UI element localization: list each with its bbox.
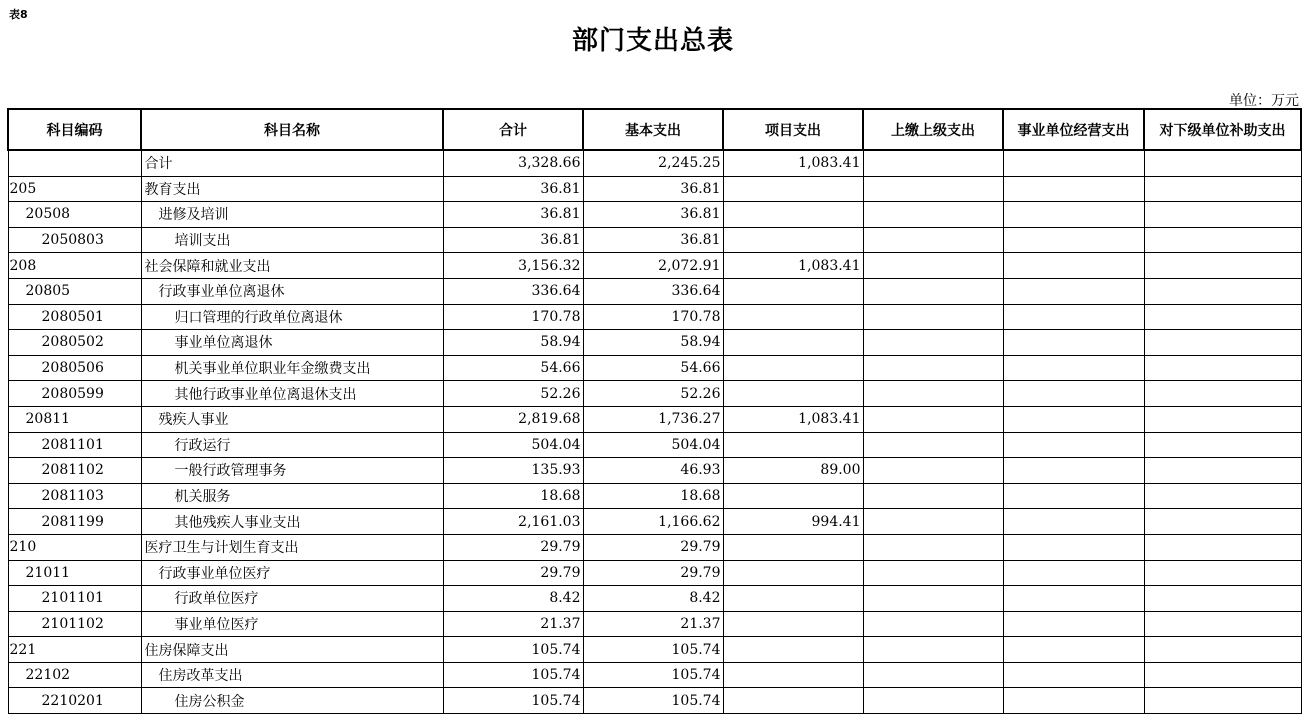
column-header: 事业单位经营支出 [1003, 109, 1144, 150]
cell-subsidy [1144, 432, 1301, 458]
cell-total: 36.81 [443, 202, 583, 228]
table-row [8, 176, 1301, 202]
column-header: 上缴上级支出 [863, 109, 1003, 150]
cell-subsidy [1144, 150, 1301, 176]
table-number: 表8 [9, 8, 28, 21]
cell-upper [863, 406, 1003, 432]
cell-basic: 105.74 [583, 688, 723, 714]
cell-basic: 36.81 [583, 176, 723, 202]
cell-business [1003, 560, 1144, 586]
cell-code: 2080502 [8, 330, 141, 356]
table-row [8, 202, 1301, 228]
cell-subsidy [1144, 381, 1301, 407]
cell-name: 归口管理的行政单位离退休 [141, 304, 443, 330]
cell-code: 21011 [8, 560, 141, 586]
expenditure-table [7, 108, 1302, 714]
cell-code: 2210201 [8, 688, 141, 714]
cell-upper [863, 176, 1003, 202]
table-row [8, 509, 1301, 535]
cell-project: 89.00 [723, 458, 863, 484]
cell-total: 29.79 [443, 534, 583, 560]
cell-upper [863, 509, 1003, 535]
cell-business [1003, 176, 1144, 202]
cell-basic: 21.37 [583, 611, 723, 637]
cell-total: 170.78 [443, 304, 583, 330]
cell-project [723, 483, 863, 509]
cell-basic: 336.64 [583, 278, 723, 304]
cell-subsidy [1144, 176, 1301, 202]
cell-upper [863, 483, 1003, 509]
table-row [8, 406, 1301, 432]
table-header-row [8, 109, 1301, 150]
column-header: 基本支出 [583, 109, 723, 150]
cell-upper [863, 150, 1003, 176]
cell-business [1003, 432, 1144, 458]
cell-basic: 58.94 [583, 330, 723, 356]
cell-business [1003, 304, 1144, 330]
cell-business [1003, 381, 1144, 407]
table-row [8, 611, 1301, 637]
column-header: 对下级单位补助支出 [1144, 109, 1301, 150]
cell-code: 205 [8, 176, 141, 202]
cell-subsidy [1144, 688, 1301, 714]
cell-basic: 1,736.27 [583, 406, 723, 432]
cell-name: 一般行政管理事务 [141, 458, 443, 484]
cell-upper [863, 330, 1003, 356]
cell-upper [863, 458, 1003, 484]
cell-code: 2101102 [8, 611, 141, 637]
cell-project: 1,083.41 [723, 150, 863, 176]
cell-name: 合计 [141, 150, 443, 176]
cell-total: 105.74 [443, 688, 583, 714]
cell-code: 210 [8, 534, 141, 560]
cell-name: 机关服务 [141, 483, 443, 509]
cell-upper [863, 611, 1003, 637]
cell-project [723, 176, 863, 202]
cell-project [723, 330, 863, 356]
table-row [8, 483, 1301, 509]
cell-upper [863, 253, 1003, 279]
cell-business [1003, 253, 1144, 279]
cell-upper [863, 688, 1003, 714]
cell-subsidy [1144, 227, 1301, 253]
cell-subsidy [1144, 330, 1301, 356]
cell-total: 3,156.32 [443, 253, 583, 279]
cell-subsidy [1144, 586, 1301, 612]
table-row [8, 560, 1301, 586]
cell-subsidy [1144, 611, 1301, 637]
cell-subsidy [1144, 202, 1301, 228]
cell-basic: 2,245.25 [583, 150, 723, 176]
table-row [8, 304, 1301, 330]
cell-code: 2101101 [8, 586, 141, 612]
cell-basic: 1,166.62 [583, 509, 723, 535]
cell-name: 行政事业单位医疗 [141, 560, 443, 586]
cell-code: 2050803 [8, 227, 141, 253]
cell-basic: 105.74 [583, 637, 723, 663]
cell-basic: 504.04 [583, 432, 723, 458]
cell-basic: 2,072.91 [583, 253, 723, 279]
cell-basic: 36.81 [583, 202, 723, 228]
cell-name: 行政单位医疗 [141, 586, 443, 612]
cell-subsidy [1144, 662, 1301, 688]
table-row [8, 355, 1301, 381]
cell-basic: 105.74 [583, 662, 723, 688]
cell-upper [863, 381, 1003, 407]
cell-business [1003, 227, 1144, 253]
cell-subsidy [1144, 637, 1301, 663]
cell-business [1003, 202, 1144, 228]
cell-project [723, 560, 863, 586]
table-row [8, 381, 1301, 407]
cell-code: 2081102 [8, 458, 141, 484]
cell-total: 3,328.66 [443, 150, 583, 176]
cell-code: 2081199 [8, 509, 141, 535]
cell-upper [863, 355, 1003, 381]
table-row [8, 586, 1301, 612]
cell-business [1003, 534, 1144, 560]
cell-code: 2080506 [8, 355, 141, 381]
table-row [8, 278, 1301, 304]
cell-basic: 54.66 [583, 355, 723, 381]
cell-code: 208 [8, 253, 141, 279]
cell-name: 行政事业单位离退休 [141, 278, 443, 304]
cell-upper [863, 304, 1003, 330]
cell-project [723, 534, 863, 560]
cell-total: 52.26 [443, 381, 583, 407]
table-row [8, 432, 1301, 458]
cell-basic: 29.79 [583, 560, 723, 586]
cell-total: 36.81 [443, 176, 583, 202]
cell-code: 2081103 [8, 483, 141, 509]
cell-basic: 8.42 [583, 586, 723, 612]
column-header: 科目编码 [8, 109, 141, 150]
cell-project [723, 662, 863, 688]
cell-code: 20508 [8, 202, 141, 228]
cell-upper [863, 227, 1003, 253]
cell-basic: 29.79 [583, 534, 723, 560]
cell-project [723, 278, 863, 304]
cell-subsidy [1144, 355, 1301, 381]
column-header: 科目名称 [141, 109, 443, 150]
cell-business [1003, 355, 1144, 381]
cell-project [723, 688, 863, 714]
cell-subsidy [1144, 458, 1301, 484]
cell-business [1003, 611, 1144, 637]
table-row [8, 662, 1301, 688]
cell-total: 36.81 [443, 227, 583, 253]
cell-total: 18.68 [443, 483, 583, 509]
cell-business [1003, 458, 1144, 484]
cell-name: 教育支出 [141, 176, 443, 202]
cell-basic: 18.68 [583, 483, 723, 509]
cell-total: 2,161.03 [443, 509, 583, 535]
cell-project [723, 586, 863, 612]
cell-upper [863, 586, 1003, 612]
cell-name: 医疗卫生与计划生育支出 [141, 534, 443, 560]
cell-project [723, 304, 863, 330]
cell-subsidy [1144, 560, 1301, 586]
cell-business [1003, 688, 1144, 714]
cell-name: 行政运行 [141, 432, 443, 458]
cell-code: 20811 [8, 406, 141, 432]
cell-upper [863, 432, 1003, 458]
cell-upper [863, 637, 1003, 663]
cell-total: 105.74 [443, 637, 583, 663]
cell-name: 社会保障和就业支出 [141, 253, 443, 279]
cell-subsidy [1144, 278, 1301, 304]
cell-upper [863, 662, 1003, 688]
cell-business [1003, 662, 1144, 688]
cell-name: 进修及培训 [141, 202, 443, 228]
cell-subsidy [1144, 406, 1301, 432]
table-row [8, 227, 1301, 253]
cell-total: 54.66 [443, 355, 583, 381]
table-row [8, 688, 1301, 714]
cell-basic: 52.26 [583, 381, 723, 407]
cell-project: 994.41 [723, 509, 863, 535]
table-row [8, 253, 1301, 279]
cell-business [1003, 406, 1144, 432]
cell-subsidy [1144, 509, 1301, 535]
table-row [8, 330, 1301, 356]
cell-business [1003, 586, 1144, 612]
cell-code [8, 150, 141, 176]
page-title: 部门支出总表 [571, 26, 734, 56]
cell-total: 21.37 [443, 611, 583, 637]
cell-project: 1,083.41 [723, 406, 863, 432]
cell-business [1003, 330, 1144, 356]
cell-project [723, 202, 863, 228]
cell-name: 其他残疾人事业支出 [141, 509, 443, 535]
cell-project [723, 611, 863, 637]
cell-basic: 170.78 [583, 304, 723, 330]
cell-name: 事业单位离退休 [141, 330, 443, 356]
cell-code: 2081101 [8, 432, 141, 458]
cell-total: 105.74 [443, 662, 583, 688]
unit-label: 单位：万元 [1229, 93, 1299, 109]
cell-code: 22102 [8, 662, 141, 688]
cell-project [723, 381, 863, 407]
cell-total: 2,819.68 [443, 406, 583, 432]
cell-upper [863, 534, 1003, 560]
table-row [8, 150, 1301, 176]
cell-business [1003, 150, 1144, 176]
cell-business [1003, 637, 1144, 663]
cell-project [723, 432, 863, 458]
cell-subsidy [1144, 534, 1301, 560]
table-row [8, 637, 1301, 663]
cell-business [1003, 483, 1144, 509]
table-row [8, 458, 1301, 484]
cell-total: 58.94 [443, 330, 583, 356]
cell-name: 残疾人事业 [141, 406, 443, 432]
cell-name: 机关事业单位职业年金缴费支出 [141, 355, 443, 381]
cell-business [1003, 509, 1144, 535]
cell-basic: 46.93 [583, 458, 723, 484]
cell-code: 221 [8, 637, 141, 663]
cell-code: 2080599 [8, 381, 141, 407]
cell-business [1003, 278, 1144, 304]
table-row [8, 534, 1301, 560]
cell-total: 29.79 [443, 560, 583, 586]
cell-total: 135.93 [443, 458, 583, 484]
cell-upper [863, 278, 1003, 304]
cell-name: 住房公积金 [141, 688, 443, 714]
cell-name: 其他行政事业单位离退休支出 [141, 381, 443, 407]
cell-name: 培训支出 [141, 227, 443, 253]
cell-name: 住房改革支出 [141, 662, 443, 688]
column-header: 项目支出 [723, 109, 863, 150]
cell-code: 20805 [8, 278, 141, 304]
cell-total: 504.04 [443, 432, 583, 458]
cell-upper [863, 560, 1003, 586]
cell-total: 8.42 [443, 586, 583, 612]
cell-upper [863, 202, 1003, 228]
cell-subsidy [1144, 253, 1301, 279]
cell-subsidy [1144, 304, 1301, 330]
cell-project [723, 355, 863, 381]
cell-name: 事业单位医疗 [141, 611, 443, 637]
cell-project [723, 637, 863, 663]
cell-basic: 36.81 [583, 227, 723, 253]
cell-project [723, 227, 863, 253]
cell-code: 2080501 [8, 304, 141, 330]
cell-total: 336.64 [443, 278, 583, 304]
column-header: 合计 [443, 109, 583, 150]
cell-project: 1,083.41 [723, 253, 863, 279]
cell-name: 住房保障支出 [141, 637, 443, 663]
cell-subsidy [1144, 483, 1301, 509]
